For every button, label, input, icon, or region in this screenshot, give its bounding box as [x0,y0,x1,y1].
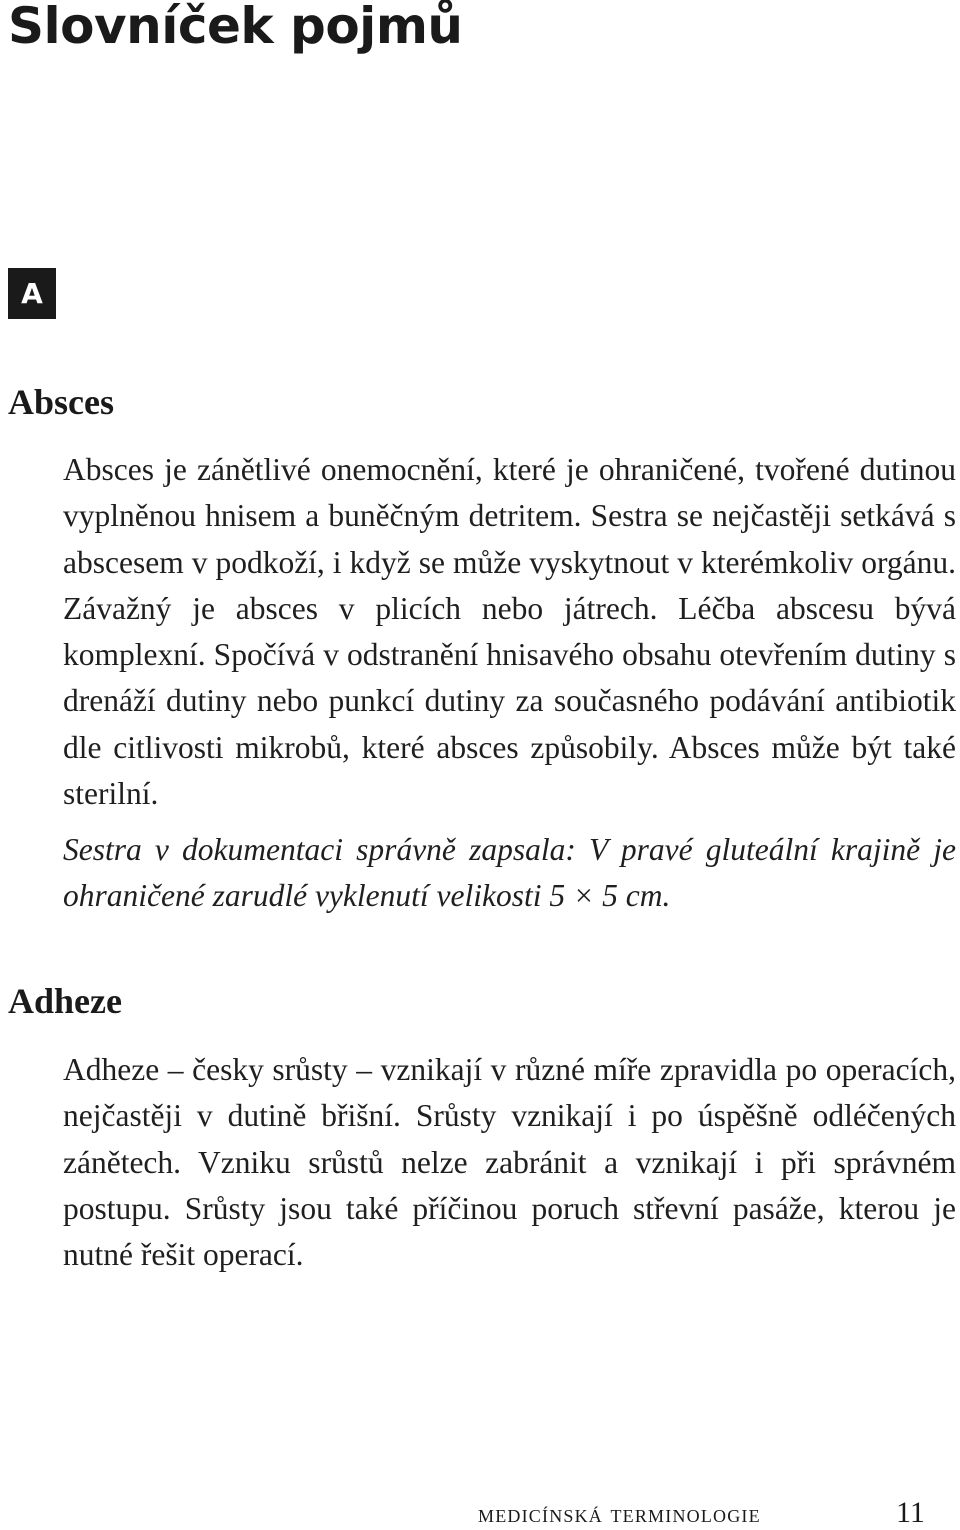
definition-adheze: Adheze – česky srůsty – vznikají v různé míře zpravidla po operacích, nejčastěji v dutině břišní. Srůsty vznikají i po úspěšně odléčených zánětech. Vzniku srůstů nelze zabránit a vznikají i při správném postupu. Srůsty jsou také příčinou poruch střevní pasáže, kterou je nutné řešit operací. [63,1052,956,1273]
term-heading-absces: Absces [8,382,114,422]
page-number: 11 [896,1496,925,1529]
term-heading-adheze: Adheze [8,981,122,1021]
example-absces: Sestra v dokumentaci správně zapsala: V pravé gluteální krajině je ohraničené zarudlé vyklenutí velikosti 5 × 5 cm. [63,832,956,914]
definition-absces: Absces je zánětlivé onemocnění, které je ohraničené, tvořené dutinou vyplněnou hnisem a buněčným detritem. Sestra se nejčastěji setkává s abscesem v podkoží, i když se může vyskytnout v kterémkoliv orgánu. Závažný je absces v plicích nebo játrech. Léčba abscesu bývá komplexní. Spočívá v odstranění hnisavého obsahu otevřením dutiny s drenáží dutiny nebo punkcí dutiny za současného podávání antibiotik dle citlivosti mikrobů, které absces způsobily. Absces může být také sterilní. [63,452,956,812]
footer-book-title: medicínská terminologie [478,1501,761,1528]
page-title: Slovníček pojmů [8,0,463,55]
section-letter-badge: A [8,268,56,319]
